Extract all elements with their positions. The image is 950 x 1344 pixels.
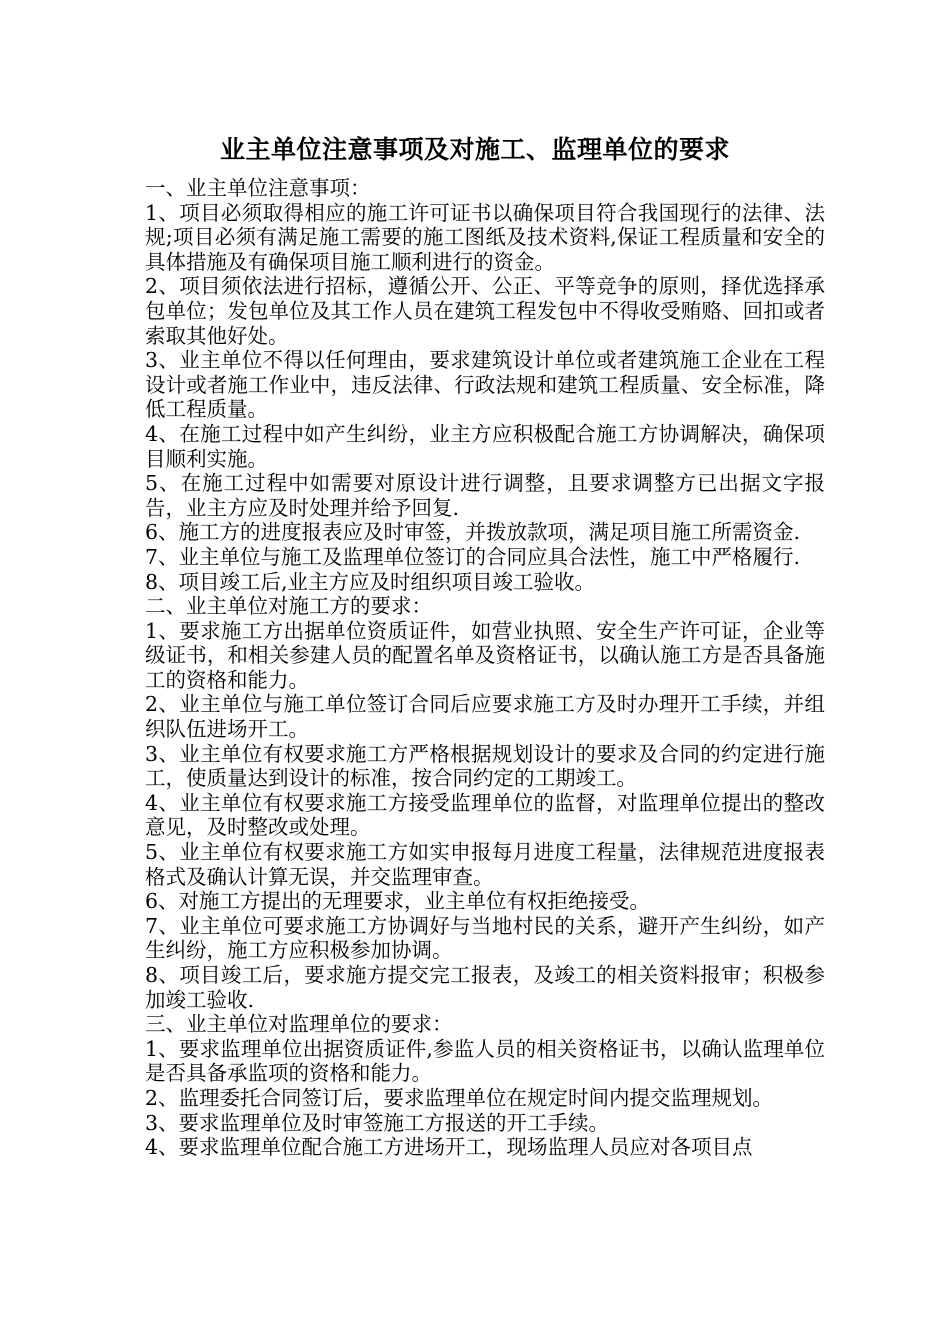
paragraph: 4、要求监理单位配合施工方进场开工，现场监理人员应对各项目点 [145, 1135, 753, 1160]
section-heading-1: 一、业主单位注意事项： [145, 176, 371, 200]
paragraph: 3、业主单位有权要求施工方严格根据规划设计的要求及合同的约定进行施工，使质量达到设计的标准，按合同约定的工期竣工。 [145, 741, 825, 791]
paragraph: 2、业主单位与施工单位签订合同后应要求施工方及时办理开工手续，并组织队伍进场开工。 [145, 692, 825, 742]
paragraph: 2、监理委托合同签订后，要求监理单位在规定时间内提交监理规划。 [145, 1085, 774, 1110]
paragraph: 1、要求施工方出据单位资质证件，如营业执照、安全生产许可证，企业等级证书，和相关参建人员的配置名单及资格证书，以确认施工方是否具备施工的资格和能力。 [145, 618, 825, 692]
document-body [145, 176, 825, 1160]
paragraph: 2、项目须依法进行招标，遵循公开、公正、平等竞争的原则，择优选择承包单位；发包单位及其工作人员在建筑工程发包中不得收受贿赂、回扣或者索取其他好处。 [145, 274, 825, 348]
document-title: 业主单位注意事项及对施工、监理单位的要求 [219, 135, 730, 164]
paragraph: 7、业主单位与施工及监理单位签订的合同应具合法性，施工中严格履行. [145, 544, 801, 569]
paragraph: 5、业主单位有权要求施工方如实申报每月进度工程量，法律规范进度报表格式及确认计算无误，并交监理审查。 [145, 840, 825, 889]
paragraph: 8、项目竣工后，要求施方提交完工报表，及竣工的相关资料报审；积极参加竣工验收. [145, 963, 825, 1012]
paragraph: 1、要求监理单位出据资质证件,参监人员的相关资格证书，以确认监理单位是否具备承监项的资格和能力。 [145, 1036, 825, 1086]
paragraph: 3、要求监理单位及时审签施工方报送的开工手续。 [145, 1110, 610, 1135]
paragraph: 4、业主单位有权要求施工方接受监理单位的监督，对监理单位提出的整改意见，及时整改或处理。 [145, 790, 825, 840]
paragraph: 5、在施工过程中如需要对原设计进行调整，且要求调整方已出据文字报告，业主方应及时处理并给予回复. [145, 471, 825, 520]
paragraph: 4、在施工过程中如产生纠纷，业主方应积极配合施工方协调解决，确保项目顺利实施。 [145, 421, 825, 471]
paragraph: 3、业主单位不得以任何理由，要求建筑设计单位或者建筑施工企业在工程设计或者施工作业中，违反法律、行政法规和建筑工程质量、安全标准，降低工程质量。 [145, 348, 825, 422]
section-heading-3: 三、业主单位对监理单位的要求： [145, 1012, 453, 1037]
paragraph: 7、业主单位可要求施工方协调好与当地村民的关系，避开产生纠纷，如产生纠纷，施工方应积极参加协调。 [145, 913, 825, 963]
section-heading-2: 二、业主单位对施工方的要求： [145, 594, 432, 619]
paragraph: 6、对施工方提出的无理要求，业主单位有权拒绝接受。 [145, 889, 651, 914]
paragraph: 6、施工方的进度报表应及时审签，并拨放款项，满足项目施工所需资金. [145, 520, 801, 545]
paragraph: 8、项目竣工后,业主方应及时组织项目竣工验收。 [145, 569, 596, 594]
paragraph: 1、项目必须取得相应的施工许可证书以确保项目符合我国现行的法律、法规;项目必须有满足施工需要的施工图纸及技术资料,保证工程质量和安全的具体措施及有确保项目施工顺利进行的资金。 [145, 200, 825, 274]
